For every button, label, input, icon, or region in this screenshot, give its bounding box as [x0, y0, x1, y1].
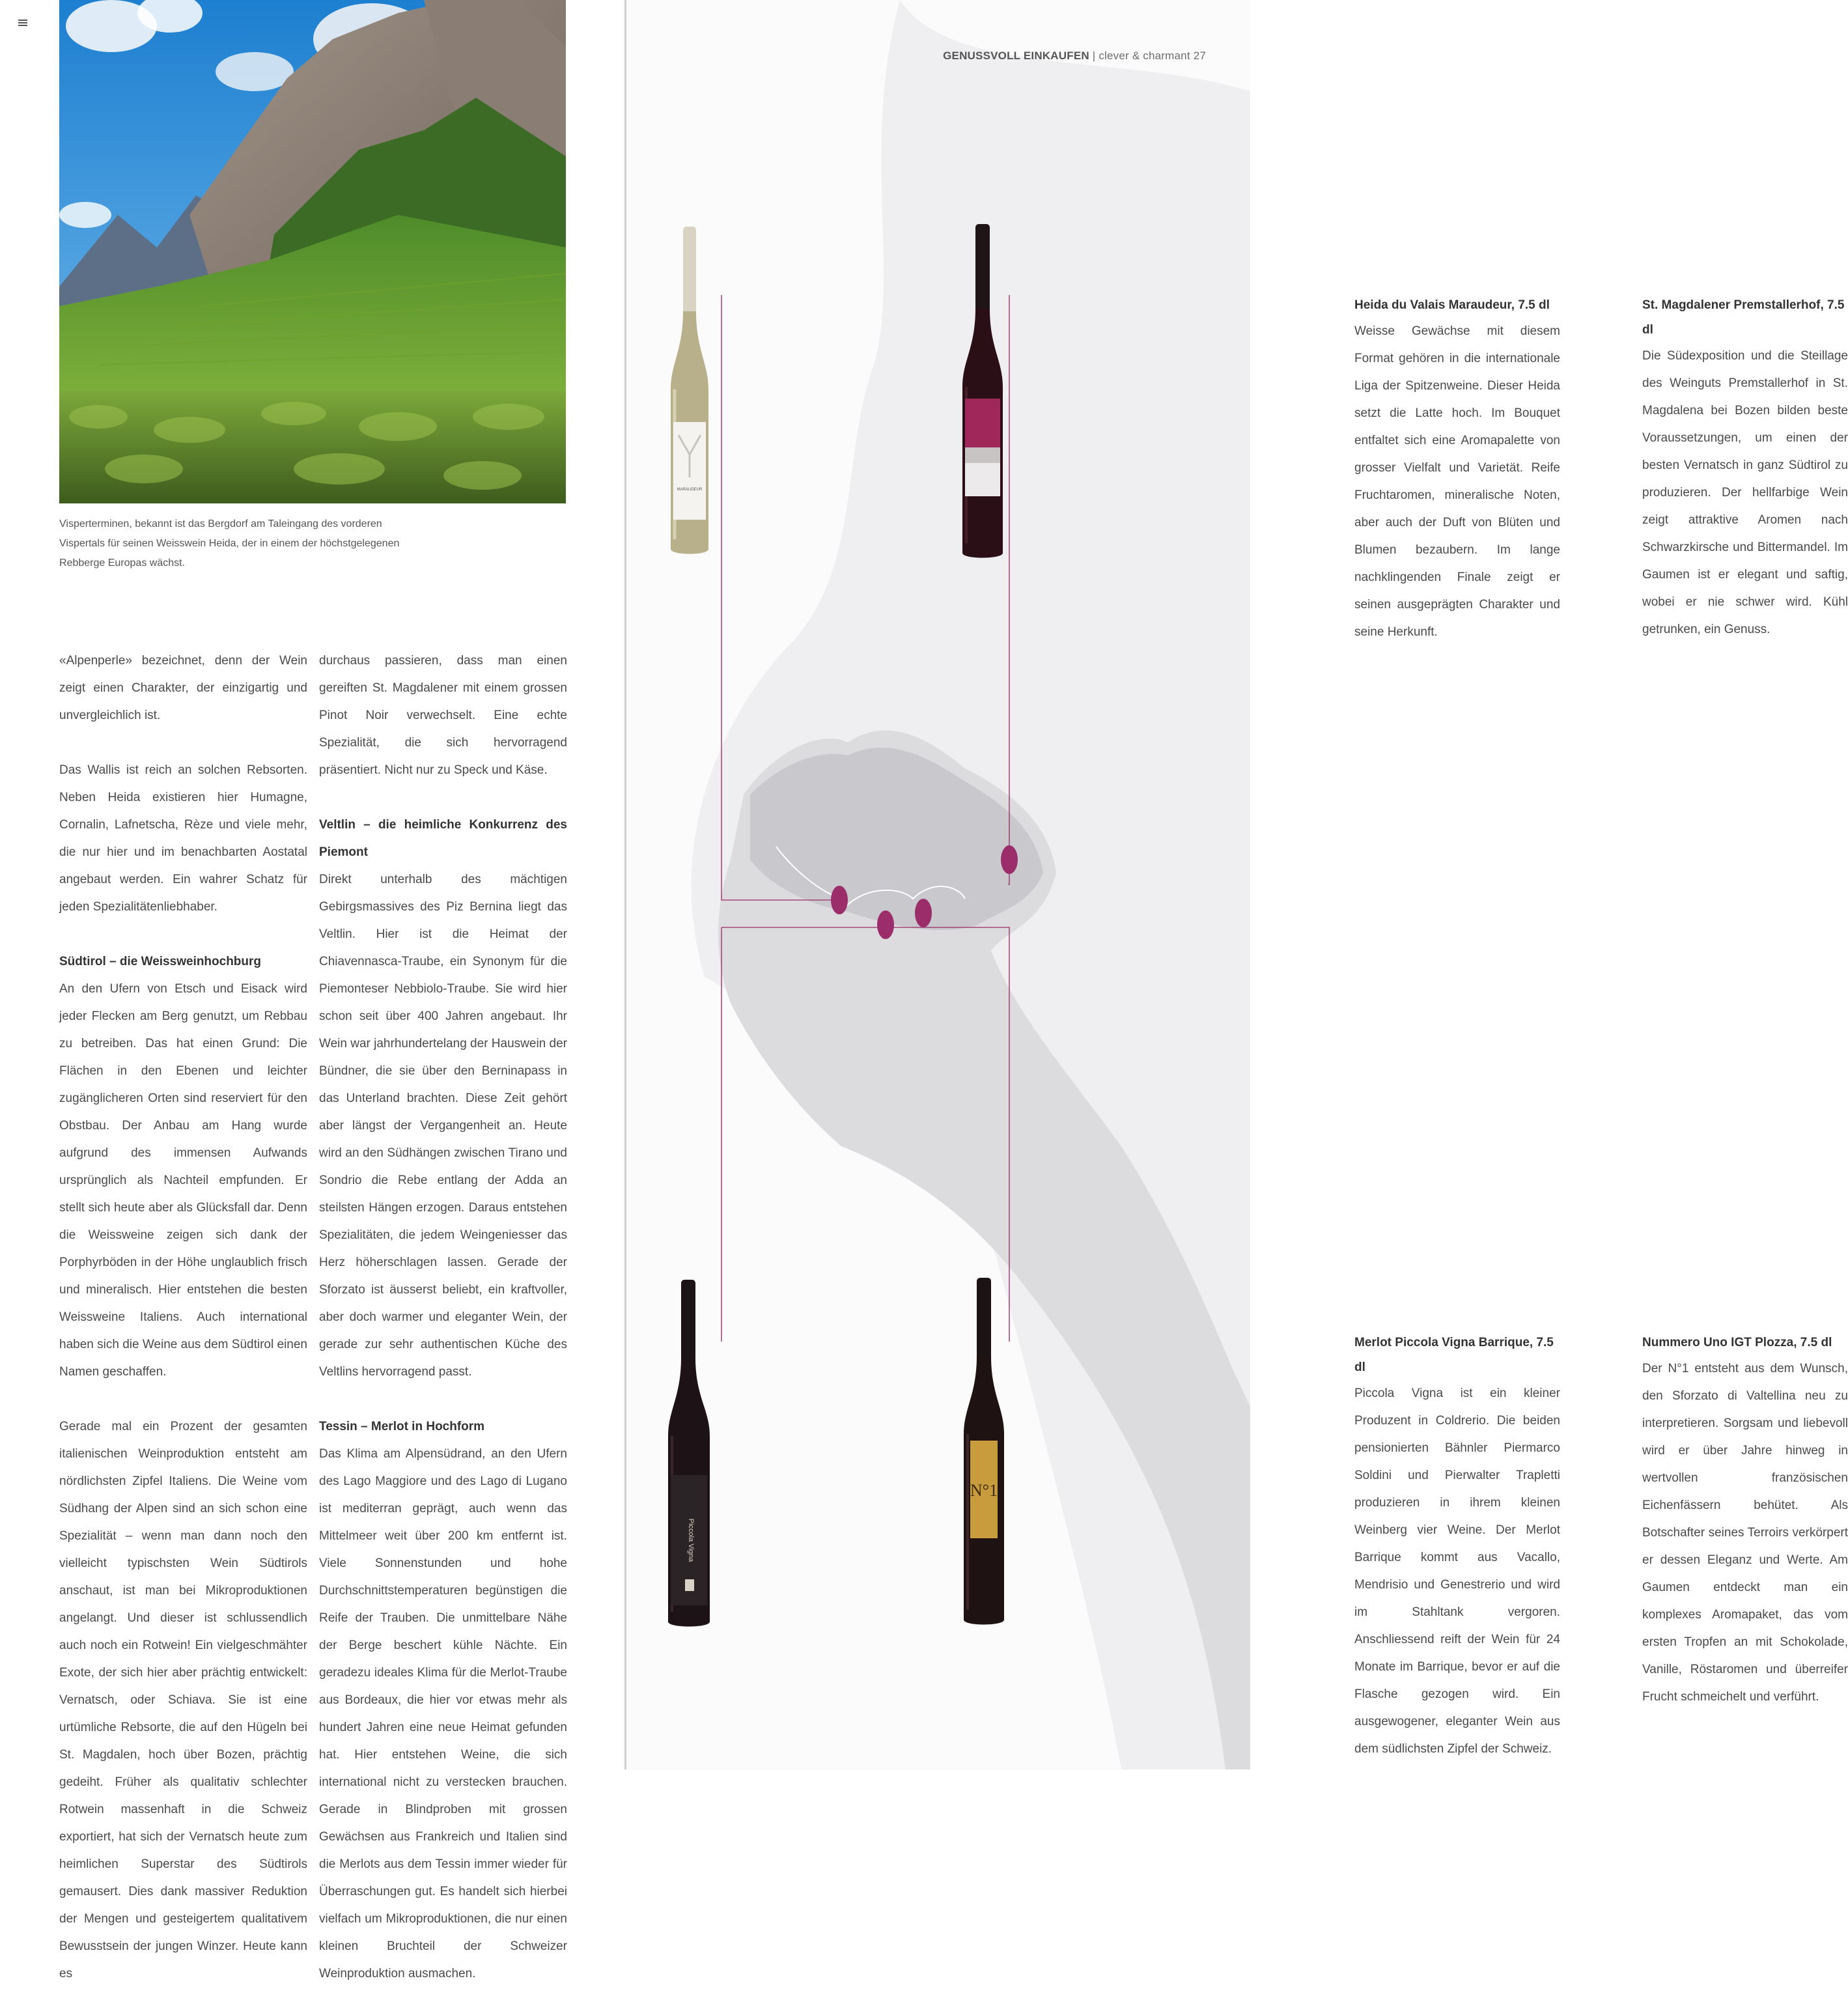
paragraph: Gerade mal ein Prozent der gesamten italienischen Weinproduktion entsteht am nördlichsten Zipfel Italiens. Die Weine vom Südhang der Alpen sind an sich schon eine Spezialität – wenn man dann noch den vielleicht typischsten Wein Südtirols anschaut, ist man bei Mikroproduktionen angelangt. Und dieser ist schlussendlich auch noch ein Rotwein! Ein vielgeschmähter Exote, der sich hier aber prächtig entwickelt: Vernatsch, oder Schiava. Sie ist eine urtümliche Rebsorte, die auf den Hügeln bei St. Magdalen, hoch über Bozen, prächtig gedeiht. Früher als qualitativ schlechter Rotwein massenhaft in die Schweiz exportiert, hat sich der Vernatsch heute zum heimlichen Superstar des Südtirols gemausert. Dies dank massiver Reduktion der Mengen und gesteigertem qualitativem Bewusstsein der jungen Winzer. Heute kann es	[59, 1420, 307, 1980]
page-number: 27	[1193, 49, 1206, 62]
paragraph: «Alpenperle» bezeichnet, denn der Wein zeigt einen Charakter, der einzigartig und unvergleichlich ist.	[59, 654, 307, 722]
wine-title: Heida du Valais Maraudeur, 7.5 dl	[1354, 298, 1550, 312]
white-wine-bottle-image	[667, 227, 712, 559]
vineyard-photo	[59, 0, 566, 503]
bottle-label-text: N°1	[970, 1481, 998, 1500]
wine-entry	[1642, 1331, 1848, 1711]
wine-entry	[1642, 293, 1848, 643]
wine-description: Die Südexposition und die Steillage des Weinguts Premstallerhof in St. Magdalena bei Bozen bilden beste Voraussetzungen, um einen der besten Vernatsch in ganz Südtirol zu produzieren. Der hellfarbige Wein zeigt attraktive Aromen nach Schwarzkirsche und Bittermandel. Im Gaumen ist er elegant und saftig, wobei er nie schwer wird. Kühl getrunken, ein Genuss.	[1642, 349, 1848, 636]
merlot-bottle-image	[665, 1280, 712, 1631]
paragraph: Direkt unterhalb des mächtigen Gebirgsmassives des Piz Bernina liegt das Veltlin. Hier ist die Heimat der Chiavennasca-Traube, ein Synonym für die Piemonteser Nebbiolo-Traube. Sie wird hier schon seit über 400 Jahren angebaut. Ihr Wein war jahrhundertelang der Hauswein der Bündner, die sie über den Berninapass in das Unterland brachten. Diese Zeit gehört aber längst der Vergangenheit an. Heute wird an den Südhängen zwischen Tirano und Sondrio die Rebe entlang der Adda an steilsten Hängen erzogen. Daraus entstehen Spezialitäten, die jedem Weingeniesser das Herz höherschlagen lassen. Gerade der Sforzato ist äusserst beliebt, ein kraftvoller, aber doch warmer und eleganter Wein, der gerade zur sehr authentischen Küche des Veltlins hervorragend passt.	[319, 873, 567, 1379]
wine-title: St. Magdalener Premstallerhof, 7.5 dl	[1642, 298, 1845, 337]
wine-description: Piccola Vigna ist ein kleiner Produzent in Coldrerio. Die beiden pensionierten Bähnler Piermarco Soldini und Pierwalter Trapletti produzieren in ihrem kleinen Weinberg vier Weine. Der Merlot Barrique kommt aus Vacallo, Mendrisio und Genestrerio und wird im Stahltank vergoren. Anschliessend reift der Wein für 24 Monate im Barrique, bevor er auf die Flasche gezogen wird. Ein ausgewogener, eleganter Wein aus dem südlichsten Zipfel der Schweiz.	[1354, 1387, 1560, 1756]
paragraph: durchaus passieren, dass man einen gereiften St. Magdalener mit einem grossen Pinot Noir verwechselt. Eine echte Spezialität, die sich hervorragend präsentiert. Nicht nur zu Speck und Käse.	[319, 654, 567, 777]
bottle-label-text: MARAUDEUR	[677, 488, 703, 492]
running-head	[943, 49, 1206, 63]
wine-description: Weisse Gewächse mit diesem Format gehören in die internationale Liga der Spitzenweine. Dieser Heida setzt die Latte hoch. Im Bouquet entfaltet sich eine Aromapalette von grosser Vielfalt und Varietät. Reife Fruchtaromen, mineralische Noten, aber auch der Duft von Blüten und Blumen bezaubern. Im lange nachklingenden Finale zeigt er seinen ausgeprägten Charakter und seine Herkunft.	[1354, 324, 1560, 639]
right-page	[626, 0, 1848, 1769]
section-name: GENUSSVOLL EINKAUFEN	[943, 49, 1089, 62]
paragraph: An den Ufern von Etsch und Eisack wird jeder Flecken am Berg genutzt, um Rebbau zu betreiben. Das hat einen Grund: Die Flächen in den Ebenen und leichter zugänglicheren Orten sind reserviert für den Obstbau. Der Anbau am Hang wurde aufgrund des immensen Aufwands ursprünglich als Nachteil empfunden. Er stellt sich heute aber als Glücksfall dar. Denn die Weissweine zeigen sich dank der Porphyrböden in der Höhe unglaublich frisch und mineralisch. Hier entstehen die besten Weissweine Italiens. Auch international haben sich die Weine aus dem Südtirol einen Namen geschaffen.	[59, 982, 307, 1379]
article-column-2	[319, 647, 567, 2015]
wine-entry	[1354, 293, 1560, 646]
bottle-label-text: Piccola Vigna	[687, 1518, 695, 1562]
hamburger-menu-icon[interactable]	[18, 20, 27, 26]
map-of-italy	[626, 0, 1250, 1769]
paragraph: Das Wallis ist reich an solchen Rebsorten. Neben Heida existieren hier Humagne, Cornalin, Lafnetscha, Rèze und viele mehr, die nur hier und im benachbarten Aostatal angebaut werden. Ein wahrer Schatz für jeden Spezialitätenliebhaber.	[59, 763, 307, 914]
left-page	[0, 0, 625, 1980]
section-subtitle: clever & charmant	[1099, 49, 1190, 62]
photo-caption: Visperterminen, bekannt ist das Bergdorf am Taleingang des vorderen Vispertals für seinen Weisswein Heida, der in einem der höchstgelegenen Rebberge Europas wächst.	[59, 518, 400, 569]
red-wine-bottle-image	[960, 224, 1005, 563]
wine-entry	[1354, 1331, 1560, 1763]
section-heading-veltlin: Veltlin – die heimliche Konkurrenz des Piemont	[319, 818, 567, 859]
section-heading-tessin: Tessin – Merlot in Hochform	[319, 1420, 485, 1433]
article-column-1	[59, 647, 307, 2015]
nummero-uno-bottle-image	[961, 1278, 1007, 1629]
separator: |	[1092, 49, 1096, 62]
paragraph: Das Klima am Alpensüdrand, an den Ufern des Lago Maggiore und des Lago di Lugano ist mediterran geprägt, auch wenn das Mittelmeer weit über 200 km entfernt ist. Viele Sonnenstunden und hohe Durchschnittstemperaturen begünstigen die Reife der Trauben. Die unmittelbare Nähe der Berge beschert kühle Nächte. Ein geradezu ideales Klima für die Merlot-Traube aus Bordeaux, die hier vor etwas mehr als hundert Jahren eine neue Heimat gefunden hat. Hier entstehen Weine, die sich international nicht zu verstecken brauchen. Gerade in Blindproben mit grossen Gewächsen aus Frankreich und Italien sind die Merlots aus dem Tessin immer wieder für Überraschungen gut. Es handelt sich hierbei vielfach um Mikroproduktionen, die nur einen kleinen Bruchteil der Schweizer Weinproduktion ausmachen.	[319, 1447, 567, 1980]
wine-title: Merlot Piccola Vigna Barrique, 7.5 dl	[1354, 1336, 1554, 1374]
wine-title: Nummero Uno IGT Plozza, 7.5 dl	[1642, 1336, 1832, 1349]
wine-description: Der N°1 entsteht aus dem Wunsch, den Sforzato di Valtellina neu zu interpretieren. Sorgsam und liebevoll wird er über Jahre hinweg in wertvollen französischen Eichenfässern behütet. Als Botschafter seines Terroirs verkörpert er dessen Eleganz und Werte. Am Gaumen entdeckt man ein komplexes Aromapaket, das vom ersten Tropfen an mit Schokolade, Vanille, Röstaromen und überreifer Frucht schmeichelt und verführt.	[1642, 1362, 1848, 1704]
section-heading-suedtirol: Südtirol – die Weissweinhochburg	[59, 955, 262, 968]
